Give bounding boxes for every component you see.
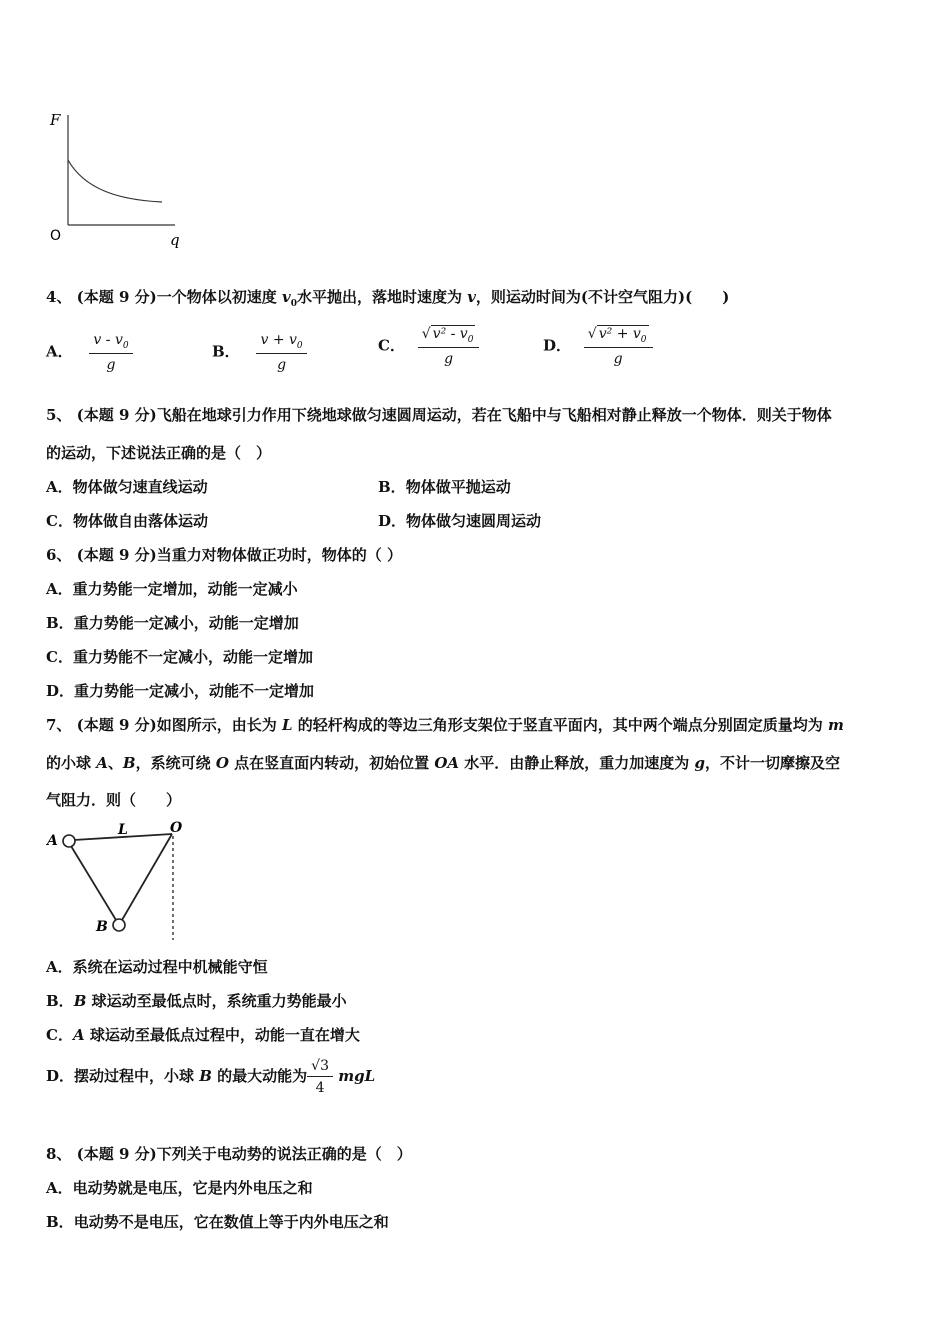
q5-option-a[interactable]: A．物体做匀速直线运动 — [46, 478, 208, 496]
q7-option-c[interactable]: C．A 球运动至最低点过程中，动能一直在增大 — [46, 1026, 360, 1044]
svg-text:O: O — [170, 820, 183, 836]
q4-option-d[interactable]: D． $\frac{√ v^2 + v_0}{g}$ — [543, 326, 653, 367]
svg-text:B: B — [96, 919, 108, 935]
q7-stem-line3: 气阻力．则（ ） — [46, 791, 182, 809]
q4-number: 4、 — [46, 288, 72, 306]
q4-option-b[interactable]: B． $\frac{v + v_0}{g}$ — [212, 332, 307, 373]
ball-b — [113, 919, 125, 931]
q5-option-d[interactable]: D．物体做匀速圆周运动 — [378, 512, 542, 530]
q4-option-b-fraction: $\frac{v + v_0}{g}$ — [256, 332, 306, 373]
q7-option-d[interactable]: D．摆动过程中，小球 B 的最大动能为 $\frac{√3}{4}$ mgL — [46, 1058, 376, 1096]
svg-text:L: L — [118, 822, 128, 838]
q4-stem: 4、 (本题 9 分)一个物体以初速度 $v_0$水平抛出，落地时速度为 v，则运动时间为(不计空气阻力)( ) — [46, 288, 730, 309]
q7-stem-line2: 的小球 A、B，系统可绕 O 点在竖直面内转动，初始位置 OA 水平．由静止释放，重力加速度为 g，不计一切摩擦及空 — [46, 754, 841, 772]
q7-option-a[interactable]: A．系统在运动过程中机械能守恒 — [46, 958, 268, 976]
q5-stem-line2: 的运动，下述说法正确的是（ ） — [46, 444, 272, 462]
q5-stem-line1: 5、 (本题 9 分)飞船在地球引力作用下绕地球做匀速圆周运动，若在飞船中与飞船相对静止释放一个物体．则关于物体 — [46, 406, 832, 424]
q7-option-d-fraction: $\frac{√3}{4}$ — [307, 1058, 333, 1096]
q7-triangle-figure — [44, 818, 194, 943]
q4-option-c[interactable]: C． $\frac{√ v^2 - v_0}{g}$ — [378, 326, 479, 367]
ball-a — [63, 835, 75, 847]
q6-option-c[interactable]: C．重力势能不一定减小，动能一定增加 — [46, 648, 313, 666]
axis-x-label: q — [170, 231, 180, 249]
q8-stem: 8、 (本题 9 分)下列关于电动势的说法正确的是（ ） — [46, 1145, 412, 1163]
q4-option-d-fraction: $\frac{√ v^2 + v_0}{g}$ — [584, 326, 653, 367]
axis-y-label: F — [50, 111, 61, 129]
q5-option-c[interactable]: C．物体做自由落体运动 — [46, 512, 208, 530]
q4-option-a-fraction: $\frac{v - v_0}{g}$ — [89, 332, 132, 373]
q4-option-a[interactable]: A． $\frac{v - v_0}{g}$ — [46, 332, 133, 373]
q7-option-b[interactable]: B．B 球运动至最低点时，系统重力势能最小 — [46, 992, 347, 1010]
q6-option-d[interactable]: D．重力势能一定减小，动能不一定增加 — [46, 682, 315, 700]
svg-text:A: A — [47, 833, 58, 849]
origin-label: O — [50, 228, 62, 244]
q4-option-c-fraction: $\frac{√ v^2 - v_0}{g}$ — [418, 326, 480, 367]
q5-option-b[interactable]: B．物体做平抛运动 — [378, 478, 511, 496]
q7-stem-line1: 7、 (本题 9 分)如图所示，由长为 L 的轻杆构成的等边三角形支架位于竖直平面内，其中两个端点分别固定质量均为 m — [46, 716, 844, 734]
q6-option-b[interactable]: B．重力势能一定减小，动能一定增加 — [46, 614, 299, 632]
q8-option-a[interactable]: A．电动势就是电压，它是内外电压之和 — [46, 1179, 313, 1197]
q8-option-b[interactable]: B．电动势不是电压，它在数值上等于内外电压之和 — [46, 1213, 389, 1231]
q6-option-a[interactable]: A．重力势能一定增加，动能一定减小 — [46, 580, 298, 598]
q4-score: (本题 9 分) — [76, 288, 157, 306]
q6-stem: 6、 (本题 9 分)当重力对物体做正功时，物体的（ ） — [46, 546, 402, 564]
f-q-graph — [40, 105, 200, 255]
